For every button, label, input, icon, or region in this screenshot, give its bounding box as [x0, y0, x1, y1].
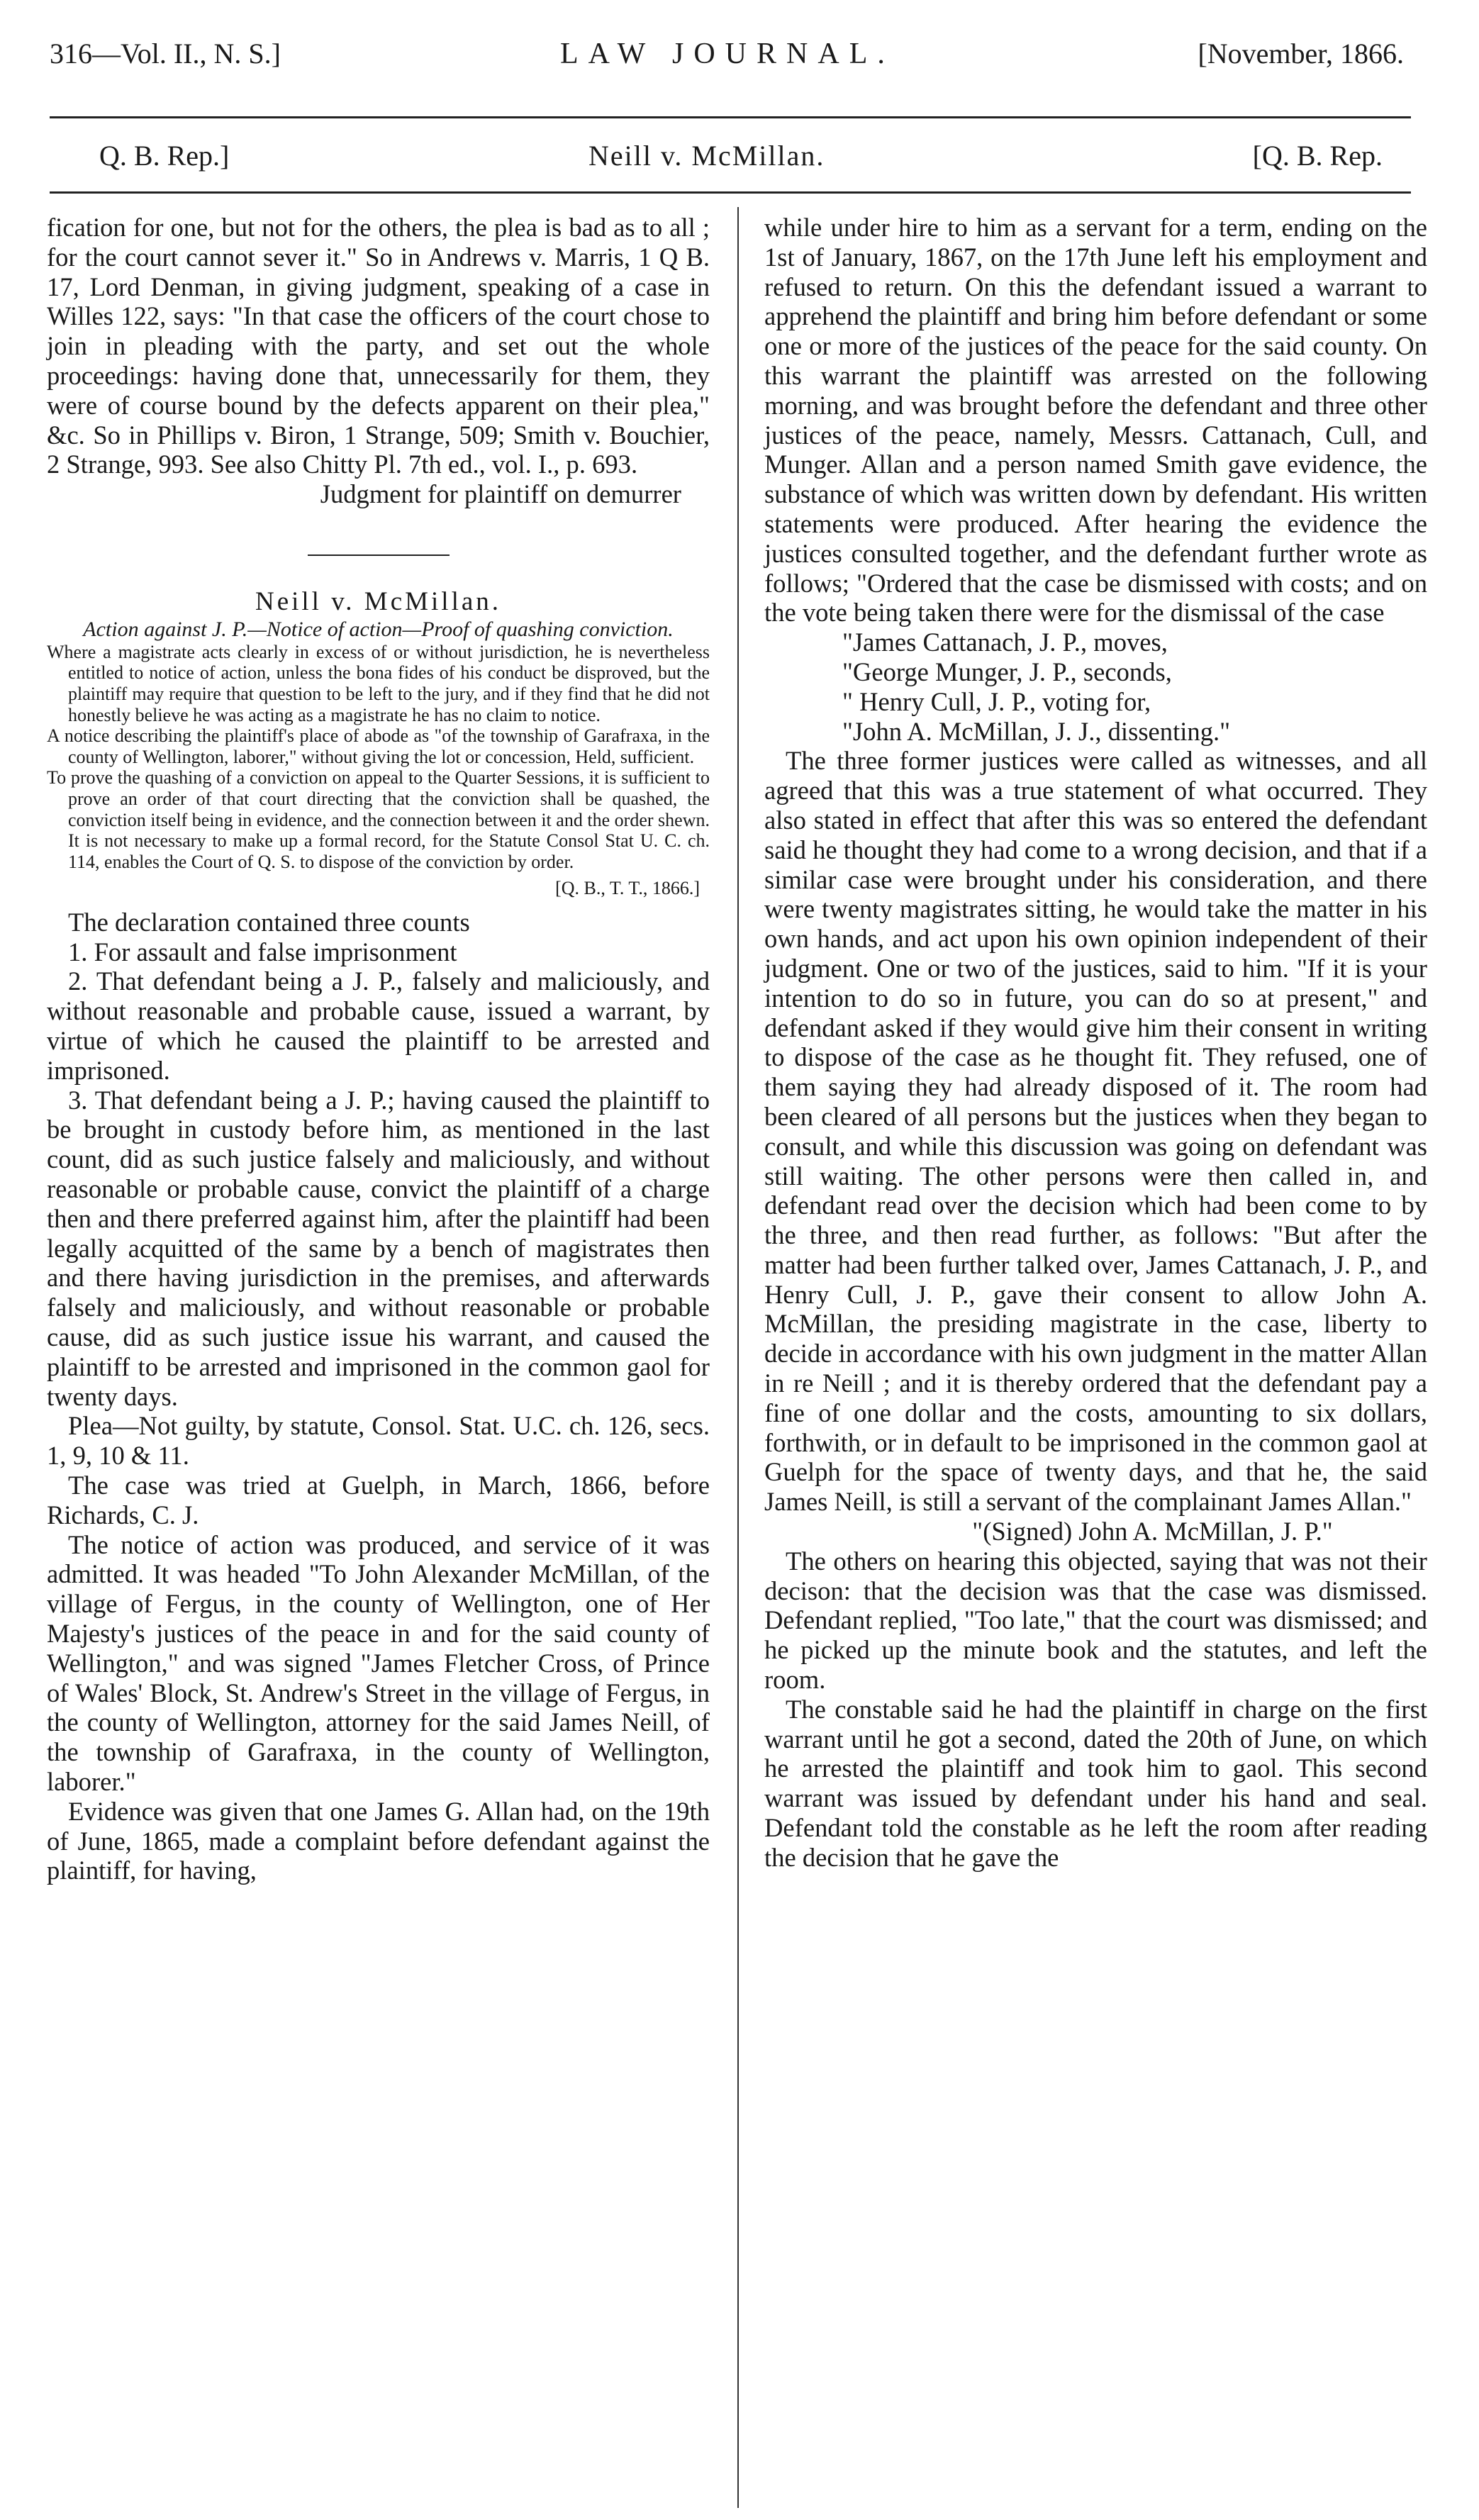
case-title: Neill v. McMillan.: [255, 586, 502, 616]
subheader-rule: [50, 191, 1411, 194]
case-running-header: [50, 139, 1404, 182]
citation: [Q. B., T. T., 1866.]: [555, 878, 700, 899]
paragraph: The three former justices were called as witnesses, and all agreed that this was a true statement of what occurred. They also stated in effect that after this was so entered the defendant said he thought they had come to a wrong decision, and that if a similar case were brought under his consideration, and there were twenty magistrates sitting, he would take the matter in his own hands, and act upon his own opinion independent of their judgment. One or two of the justices, said to him. "If it is your intention to do so in future, you can do so at present," and defendant asked if they would give him their consent in writing to dispose of the case as he thought fit. They refused, one of them saying they had already disposed of it. The room had been cleared of all persons but the justices when they began to consult, and while this discussion was going on defendant was still waiting. The other persons were then called in, and defendant read over the decision which had been come to by the three, and then read further, as follows: "But after the matter had been further talked over, James Cattanach, J. P., and Henry Cull, J. P., gave their consent to allow John A. McMillan, the presiding magistrate in the case, liberty to decide in accordance with his own judgment in the matter Allan in re Neill ; and it is thereby ordered that the defendant pay a fine of one dollar and the costs, amounting to six dollars, forthwith, or in default to be imprisoned in the common gaol at Guelph for the space of twenty days, and that he, the said James Neill, is still a servant of the complainant James Allan.": [764, 746, 1427, 1517]
header-date: [November, 1866.: [1198, 38, 1404, 69]
case-subheading: Action against J. P.—Notice of action—Proof of quashing conviction.: [83, 617, 674, 641]
paragraph: Evidence was given that one James G. Allan had, on the 19th of June, 1865, made a complaint before defendant against the plaintiff, for having,: [47, 1796, 710, 1885]
vote-line: "James Cattanach, J. P., moves,: [842, 628, 1168, 657]
case-name-header: Neill v. McMillan.: [588, 140, 825, 172]
running-header: [50, 37, 1404, 79]
report-left: Q. B. Rep.]: [99, 140, 230, 172]
vote-list: [764, 628, 1427, 746]
signature-line: "(Signed) John A. McMillan, J. P.": [972, 1517, 1333, 1546]
right-column: [764, 213, 1427, 1873]
paragraph: Plea—Not guilty, by statute, Consol. Stat. U.C. ch. 126, secs. 1, 9, 10 & 11.: [47, 1411, 710, 1471]
vote-line: "John A. McMillan, J. J., dissenting.": [842, 716, 1231, 746]
paragraph: The case was tried at Guelph, in March, 1866, before Richards, C. J.: [47, 1471, 710, 1529]
paragraph: 1. For assault and false imprisonment: [68, 937, 457, 966]
journal-title: LAW JOURNAL.: [560, 38, 895, 70]
column-divider: [737, 207, 739, 2508]
paragraph: 3. That defendant being a J. P.; having caused the plaintiff to be brought in custody before him, as mentioned in the last count, did as such justice falsely and maliciously, and without reasonable or probable cause, convict the plaintiff of a charge then and there preferred against him, after the plaintiff had been legally acquitted of the same by a bench of magistrates then and there having jurisdiction in the premises, and afterwards falsely and maliciously, and without reasonable or probable cause, did as such justice issue his warrant, and caused the plaintiff to be arrested and imprisoned in the common gaol for twenty days.: [47, 1085, 710, 1411]
vote-line: "George Munger, J. P., seconds,: [842, 657, 1172, 686]
paragraph: The others on hearing this objected, saying that was not their decison: that the decision was that the case was dismissed. Defendant replied, "Too late," that the court was dismissed; and he picked up the minute book and the statutes, and left the room.: [764, 1546, 1427, 1695]
paragraph: The notice of action was produced, and service of it was admitted. It was headed "To John Alexander McMillan, of the village of Fergus, in the county of Wellington, one of Her Majesty's justices of the peace in and for the said county of Wellington," and was signed "James Fletcher Cross, of Prince of Wales' Block, St. Andrew's Street in the village of Fergus, in the county of Wellington, attorney for the said James Neill, of the township of Garafraxa, in the county of Wellington, laborer.": [47, 1529, 710, 1796]
paragraph: The constable said he had the plaintiff in charge on the first warrant until he got a second, dated the 20th of June, on which he arrested the plaintiff and took him to gaol. This second warrant was issued by defendant under his hand and seal. Defendant told the constable as he left the room after reading the decision that he gave the: [764, 1694, 1427, 1872]
left-column: [47, 213, 710, 1885]
paragraph: 2. That defendant being a J. P., falsely and maliciously, and without reasonable and probable cause, issued a warrant, by virtue of which he caused the plaintiff to be arrested and imprisoned.: [47, 966, 710, 1085]
section-divider: [308, 554, 450, 556]
headnote: A notice describing the plaintiff's place of abode as "of the township of Garafraxa, in the county of Wellington, laborer," without giving the lot or concession, Held, sufficient.: [47, 725, 710, 767]
headnote: To prove the quashing of a conviction on appeal to the Quarter Sessions, it is sufficient to prove an order of that court directing that the conviction shall be quashed, the conviction itself being in evidence, and the connection between it and the order shewn. It is not necessary to make up a formal record, for the Statute Consol Stat U. C. ch. 114, enables the Court of Q. S. to dispose of the conviction by order.: [47, 767, 710, 872]
headnote: Where a magistrate acts clearly in excess of or without jurisdiction, he is nevertheless entitled to notice of action, unless the bona fides of his conduct be disproved, but the plaintiff may require that question to be left to the jury, and if they find that he did not honestly believe he was acting as a magistrate he has no claim to notice.: [47, 641, 710, 725]
vote-line: " Henry Cull, J. P., voting for,: [842, 686, 1151, 716]
report-right: [Q. B. Rep.: [1252, 140, 1383, 172]
header-volume: 316—Vol. II., N. S.]: [50, 38, 281, 69]
judgment-line: Judgment for plaintiff on demurrer: [320, 479, 681, 509]
header-rule: [50, 116, 1411, 118]
paragraph: fication for one, but not for the others, the plea is bad as to all ; for the court cannot sever it." So in Andrews v. Marris, 1 Q B. 17, Lord Denman, in giving judgment, speaking of a case in Willes 122, says: "In that case the officers of the court chose to join in pleading with the party, and set out the whole proceedings: having done that, unnecessarily for them, they were of course bound by the defects apparent on their plea," &c. So in Phillips v. Biron, 1 Strange, 509; Smith v. Bouchier, 2 Strange, 993. See also Chitty Pl. 7th ed., vol. I., p. 693.: [47, 213, 710, 479]
paragraph: The declaration contained three counts: [68, 907, 470, 937]
paragraph: while under hire to him as a servant for a term, ending on the 1st of January, 1867, on the 17th June left his employment and refused to return. On this the defendant issued a warrant to apprehend the plaintiff and bring him before defendant or some one or more of the justices of the peace for the said county. On this warrant the plaintiff was arrested on the following morning, and was brought before the defendant and three other justices of the peace, namely, Messrs. Cattanach, Cull, and Munger. Allan and a person named Smith gave evidence, the substance of which was written down by defendant. His written statements were produced. After hearing the evidence the justices consulted together, and the defendant further wrote as follows; "Ordered that the case be dismissed with costs; and on the vote being taken there were for the dismissal of the case: [764, 213, 1427, 628]
